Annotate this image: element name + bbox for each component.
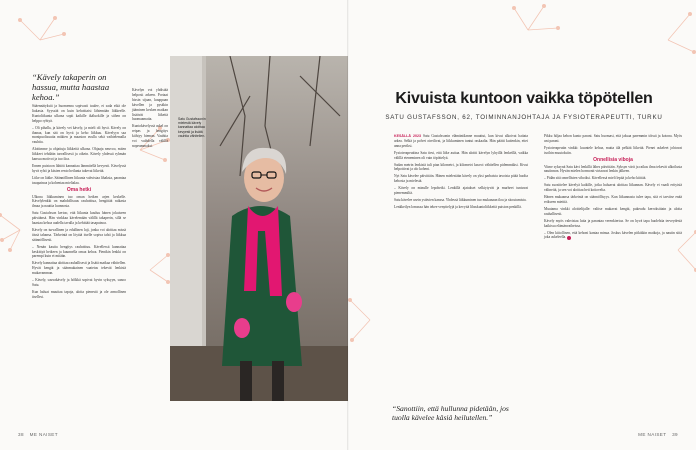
paragraph: Kävely myös vahvistaa luita ja parantaa verenkiertoa. Se on hyvä tapa huolehtia terveydestä kaikissa elämänvaiheissa. bbox=[544, 218, 682, 228]
paragraph: Fysioterapeuttina Satu tiesi, että liike auttaa. Hän aloitti kävelyn lyhyillä lenkeillä, vaikka välillä eteneminen oli vain töpöttelyä. bbox=[394, 150, 528, 160]
subheading: Onnellisia viboja bbox=[593, 156, 633, 163]
paragraph-text: – Olen kiitollinen, että kehoni kantaa minua. Joskus kävelen pitkiäkin matkoja, ja nautin siitä joka askeleella. bbox=[544, 230, 682, 240]
paragraph: Pikku hiljaa kehon kunto parani. Satu huomasi, että jaksaa paremmin töissä ja kotona. Myös uni parani. bbox=[544, 134, 682, 143]
paragraph: Fysioterapeutin vinkki: kuuntele kehoa, mutta älä pelkää liikettä. Pienet askeleet johtavat isoihin muutoksiin. bbox=[544, 145, 682, 155]
paragraph: Muutama vinkki aloittelijalle: valitse mukavat kengät, pukeudu kerroksittain ja aloita rauhallisesti. bbox=[544, 206, 682, 216]
subheading: Oma hetki bbox=[66, 186, 92, 193]
paragraph: Kävelyn voi yhdistää helposti arkeen. Portaat hissin sijaan, kauppaan kävellen ja pysäkin jääminen kesken matkan lisäävät liikettä huomaamatta. bbox=[132, 88, 168, 122]
paragraph: Sääennätyksiä ja huomenna sopivasti tuulee, ei sada eikä ole liukasta. Syyssää on kuin kehoittaisi lähtemään liikkeelle. Kuntoliikunta ulkona sopii kaikille ikäluokille ja siihen on helppo ryhtyä. bbox=[32, 104, 126, 123]
paragraph: Kävely kannattaa aloittaa rauhallisesti ja lisätä matkaa vähitellen. Hyvät kengät ja säänmukainen vaatetus tekevät lenkistä mukavamman. bbox=[32, 261, 126, 276]
paragraph bbox=[544, 231, 682, 241]
right-folio bbox=[638, 432, 682, 437]
paragraph bbox=[394, 134, 528, 149]
photo-caption: Satu Gustafssonin mielestä kävely kannattaa aloittaa kevyesti ja lisätä vauhtia vähitellen. bbox=[178, 117, 206, 138]
pull-quote: “Kävely takaperin on hassua, mutta haastaa kehoa.” bbox=[32, 72, 110, 102]
spread-gutter bbox=[347, 0, 349, 450]
paragraph: Kävely on turvallinen ja edullinen laji, jonka voi aloittaa missä iässä tahansa. Tärkeintä on löytää itselle sopiva tahti ja liikkua säännöllisesti. bbox=[32, 227, 126, 242]
paragraph: Liike on lääke. Säännöllinen liikunta vahvistaa lihaksia, parantaa tasapainoa ja kohentaa mielialaa. bbox=[32, 175, 126, 185]
page-number: 39 bbox=[672, 432, 678, 437]
article-column-3 bbox=[394, 134, 528, 212]
paragraph: Satu Gustafsson kertoo, että liikunta kuuluu hänen jokaiseen päiväänsä. Hän vinkkaa kävelemään välillä takaperin, sillä se haastaa kehoa uudella tavalla ja kehittää tasapainoa. bbox=[32, 211, 126, 226]
paragraph: – Kävely on minulle lepohetki. Lenkillä ajatukset selkiytyvät ja murheet tuntuvat pienemmiltä. bbox=[394, 186, 528, 196]
end-mark-icon bbox=[567, 236, 571, 240]
paragraph: – Nenän kautta hengitys rauhoittuu. Kävellessä kannattaa keskittyä hetkeen ja kuunnella omaa kehoa. Pienikin lenkki on parempi kuin ei mitään. bbox=[32, 244, 126, 259]
paragraph: Satu kävelee usein ystävien kanssa. Yhdessä liikkuminen tuo mukanaan iloa ja sitoutumista. bbox=[394, 197, 527, 202]
paragraph: – Kävely, sauvakävely ja hölkkä sopivat hyvin syksyyn, sanoo Satu. bbox=[32, 278, 126, 287]
paragraph: Satu suosittelee kävelyä kaikille, jotka haluavat aloittaa liikunnan. Kävely ei vaadi erityisiä välineitä, ja sen voi aloittaa heti kotiovelta. bbox=[544, 183, 682, 193]
paragraph: Aloitimme ja ohjattuja liikkeitä ulkona. Ohjaaja neuvoo, miten liikkeet tehdään turvallisesti ja oikein. Kävely yhdessä ryhmän kanssa motivoi ja tuo iloa. bbox=[32, 147, 126, 162]
paragraph: Ennen puistoon lähtöä kannattaa lämmitellä kevyesti. Kävelyssä hyvä ryhti ja käsien rento heilunta tukevat liikettä. bbox=[32, 163, 126, 173]
pull-quote-block bbox=[32, 72, 126, 102]
paragraph-text: Satu Gustafssonin elämäntilanne muuttui, kun kivut alkoivat haitata arkea. Selkä ja polvet oireilivat, ja liikkuminen tuntui raskaalta. Hän päätti kuitenkin, ettei anna periksi. bbox=[394, 134, 529, 148]
paragraph: Lenkkeilyn lomassa hän tekee venyttelyjä ja kevyitä lihaskuntoliikkeitä puiston penkillä. bbox=[394, 204, 522, 209]
article-column-1 bbox=[32, 104, 126, 302]
paragraph: Sadan metrin lenkistä tuli pian kilometri, ja kilometri kasvoi vähitellen pidemmäksi. Kivut helpottivat ja olo koheni. bbox=[394, 162, 528, 172]
paragraph: Ulkona liikkuminen tuo oman hetken arjen keskelle. Kävelylenkki on mahdollisuus rauhoittua, hengittää raikasta ilmaa ja nauttia luonnosta. bbox=[32, 194, 126, 209]
lead-in: KESÄLLÄ 2023 bbox=[394, 134, 422, 138]
article-subtitle: SATU GUSTAFSSON, 62, TOIMINNANJOHTAJA JA FYSIOTERAPEUTTI, TURKU bbox=[385, 114, 663, 121]
woman-in-green-coat-illustration bbox=[170, 56, 348, 401]
portrait-photo bbox=[170, 56, 348, 401]
paragraph: – Oli pihalla, ja kävely vei kävely, ja mieli oli hyvä. Kävely on ihanaa, kun sää on hyvä ja keho liikkuu. Kävelyyn saa monipuolisuutta mäkien ja maaston avulla sekä vaihtelemalla vauhtia. bbox=[32, 125, 126, 145]
paragraph: Kun haluat muuttaa tapoja, aloita pienestä ja ole armollinen itsellesi. bbox=[32, 289, 126, 299]
article-column-2 bbox=[132, 88, 168, 151]
bottom-pull-quote: “Sanottiin, että hullunna pidetään, jos tuolla kävelee käsiä heilutellen.” bbox=[392, 404, 509, 422]
right-page bbox=[348, 0, 696, 450]
page-number: 38 bbox=[18, 432, 24, 437]
paragraph: Hänen mukaansa tärkeintä on säännöllisyys. Kun liikunnasta tulee tapa, sitä ei tarvitse enää erikseen miettiä. bbox=[544, 195, 682, 204]
paragraph: – Pidän sitä onnellisten viboiksi. Kävellessä mieli lepää ja keho kiittää. bbox=[544, 176, 647, 181]
paragraph: Viime syksynä Satu kävi lenkillä lähes päivittäin. Syksyn värit ja raikas ilma tekevät ulkoilusta nautinnon. Hyvän mielen hormonit virtaavat lenkin jälkeen. bbox=[544, 164, 682, 174]
paragraph: Kuntokävelyssä askel on reipas ja hengitys kiihtyy hieman. Vauhtia voi vaihdella välillä nopeammaksi. bbox=[132, 124, 168, 148]
left-folio bbox=[14, 432, 58, 437]
magazine-name: ME NAISET bbox=[29, 432, 58, 437]
article-title: Kivuista kuntoon vaikka töpötellen bbox=[395, 90, 653, 107]
article-column-4 bbox=[544, 134, 682, 242]
magazine-name: ME NAISET bbox=[638, 432, 667, 437]
paragraph: Nyt Satu kävelee päivittäin. Hänen mielestään kävely on yksi parhaista tavoista pitää huolta kehosta ja mielestä. bbox=[394, 174, 528, 184]
